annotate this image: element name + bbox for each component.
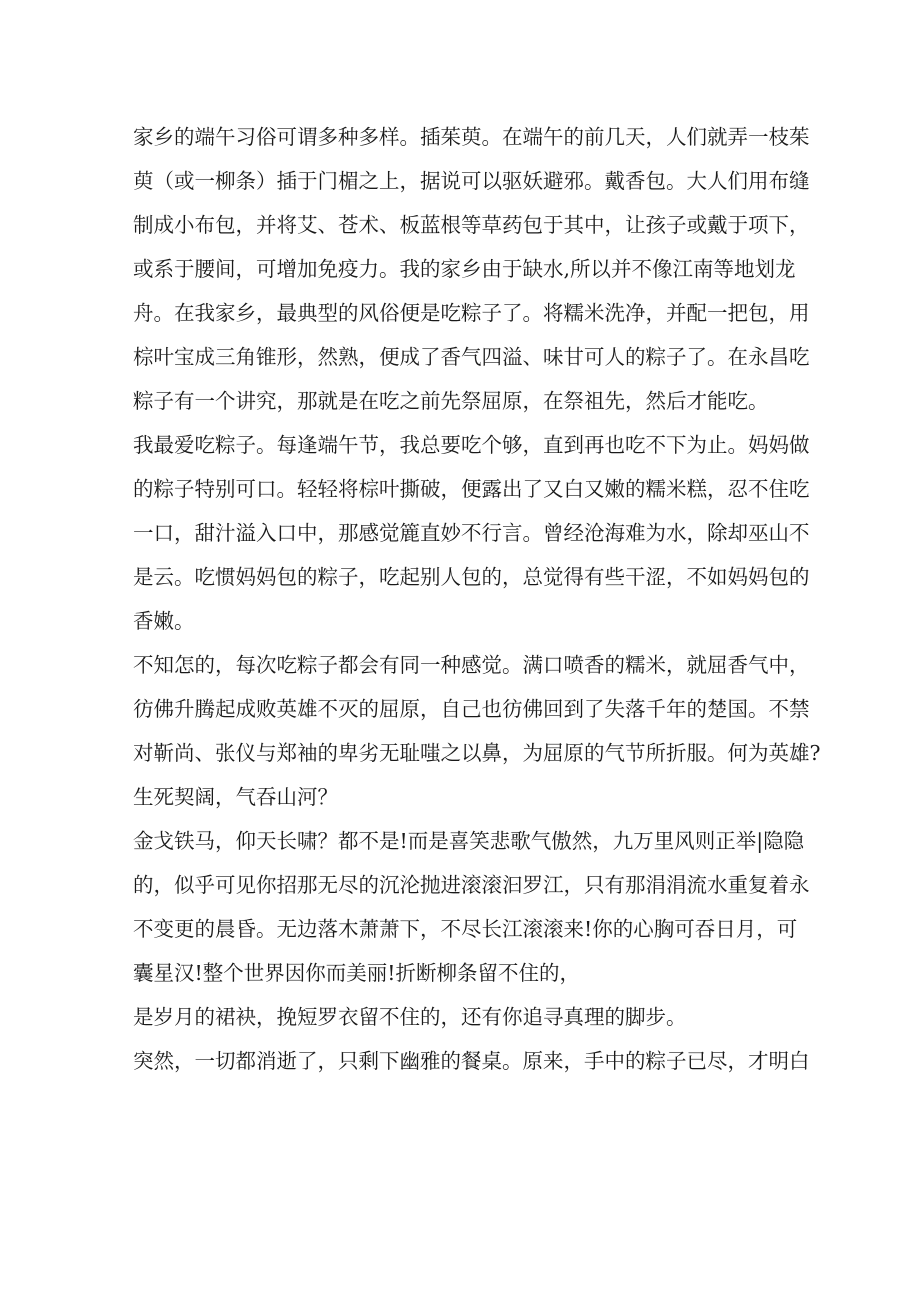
text-line: 制成小布包，并将艾、苍术、板蓝根等草药包于其中，让孩子或戴于项下， xyxy=(133,213,810,237)
text-line: 彷佛升腾起成败英雄不灭的屈原，自己也彷佛回到了失落千年的楚国。不禁 xyxy=(133,697,810,721)
paragraph-1 xyxy=(133,115,810,423)
text-line: 突然，一切都消逝了，只剩下幽雅的餐桌。原来，手中的粽子已尽，才明白 xyxy=(133,1049,810,1073)
paragraph-3 xyxy=(133,643,821,819)
text-line: 粽子有一个讲究，那就是在吃之前先祭屈原，在祭祖先，然后才能吃。 xyxy=(133,389,769,413)
text-line: 我最爱吃粽子。每逢端午节，我总要吃个够，直到再也吃不下为止。妈妈做 xyxy=(133,433,810,457)
essay-body xyxy=(133,115,821,1083)
text-line: 香嫩。 xyxy=(133,609,195,633)
text-line: 对靳尚、张仪与郑袖的卑劣无耻嗤之以鼻，为屈原的气节所折服。何为英雄? xyxy=(133,741,821,765)
text-line: 的粽子特别可口。轻轻将棕叶撕破，便露出了又白又嫩的糯米糕，忍不住吃 xyxy=(133,477,810,501)
text-line: 的，似乎可见你招那无尽的沉沦抛进滚滚汩罗江，只有那涓涓流水重复着永 xyxy=(133,873,810,897)
text-line: 一口，甜汁溢入口中，那感觉簏直妙不行言。曾经沧海难为水，除却巫山不 xyxy=(133,521,810,545)
paragraph-5 xyxy=(133,995,793,1039)
text-line: 囊星汉!整个世界因你而美丽!折断柳条留不住的， xyxy=(133,961,580,985)
text-line: 不知怎的，每次吃粽子都会有同一种感觉。满口喷香的糯米，就屈香气中， xyxy=(133,653,810,677)
paragraph-2 xyxy=(133,423,810,643)
text-line: 是岁月的裙袂，挽短罗衣留不住的，还有你追寻真理的脚步。 xyxy=(133,1005,687,1029)
text-line: 或系于腰间，可增加免疫力。我的家乡由于缺水,所以并不像江南等地划龙 xyxy=(133,257,796,281)
text-line: 金戈铁马，仰天长啸？都不是!而是喜笑悲歌气傲然，九万里风则正举|隐隐 xyxy=(133,829,805,853)
text-line: 棕叶宝成三角锥形，然熟，便成了香气四溢、味甘可人的粽子了。在永昌吃 xyxy=(133,345,810,369)
paragraph-4 xyxy=(133,819,810,995)
text-line: 生死契阔，气吞山河？ xyxy=(133,785,338,809)
paragraph-6 xyxy=(133,1039,810,1083)
text-line: 家乡的端午习俗可谓多种多样。插茱萸。在端午的前几天，人们就弄一枝茱 xyxy=(133,125,810,149)
text-line: 萸（或一柳条）插于门楣之上，据说可以驱妖避邪。戴香包。大人们用布缝 xyxy=(133,169,810,193)
text-line: 是云。吃惯妈妈包的粽子，吃起别人包的，总觉得有些干涩，不如妈妈包的 xyxy=(133,565,810,589)
text-line: 不变更的晨昏。无边落木萧萧下，不尽长江滚滚来!你的心胸可吞日月，可 xyxy=(133,917,798,941)
text-line: 舟。在我家乡，最典型的风俗便是吃粽子了。将糯米洗净，并配一把包，用 xyxy=(133,301,810,325)
